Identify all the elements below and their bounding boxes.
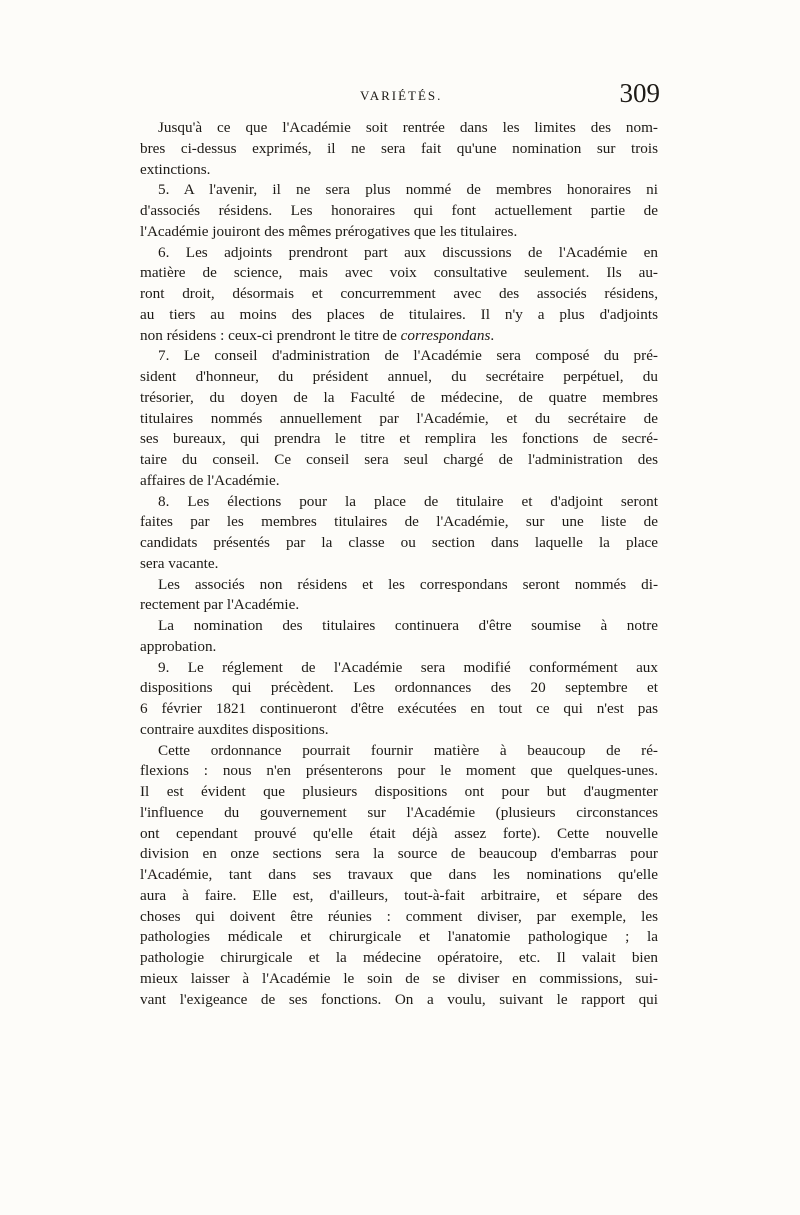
text-line: [140, 533, 658, 554]
text-line: [140, 409, 658, 430]
paragraph: [140, 616, 658, 658]
line-text: dispositions qui précèdent. Les ordonnances des 20 septembre et: [140, 679, 658, 697]
line-text: 9. Le réglement de l'Académie sera modifié conformément aux: [158, 658, 658, 676]
line-text: d'associés résidens. Les honoraires qui font actuellement partie de: [140, 202, 658, 219]
line-text: 8. Les élections pour la place de titulaire et d'adjoint seront: [158, 492, 658, 510]
line-text: contraire auxdites dispositions.: [140, 720, 329, 738]
text-line: [140, 658, 658, 679]
text-line: [140, 346, 658, 367]
paragraph: [140, 658, 658, 741]
text-line: [140, 284, 658, 305]
text-line: [140, 803, 658, 824]
italic-term: correspondans: [400, 326, 491, 344]
line-text: aura à faire. Elle est, d'ailleurs, tout-à-fait arbitraire, et sépare des: [140, 886, 658, 904]
line-text: vant l'exigeance de ses fonctions. On a voulu, suivant le rapport qui: [140, 990, 658, 1008]
text-line: [140, 637, 658, 658]
text-line: [140, 720, 658, 741]
text-line: [140, 990, 658, 1011]
line-text: rectement par l'Académie.: [140, 596, 300, 614]
line-text: trésorier, du doyen de la Faculté de médecine, de quatre membres: [140, 388, 658, 406]
text-line: [140, 948, 658, 969]
line-text: l'Académie jouiront des mêmes prérogatives que les titulaires.: [140, 222, 518, 240]
text-line: [140, 471, 658, 492]
text-line: [140, 326, 658, 347]
line-text: choses qui doivent être réunies : comment diviser, par exemple, les: [140, 907, 658, 925]
line-text: matière de science, mais avec voix consultative seulement. Ils au-: [140, 264, 658, 282]
text-line: [140, 678, 658, 699]
line-text: sera vacante.: [140, 554, 219, 572]
text-line: [140, 263, 658, 284]
line-text: affaires de l'Académie.: [140, 471, 280, 489]
text-line: [140, 450, 658, 471]
text-line: [140, 429, 658, 450]
text-line: [140, 595, 658, 616]
text-line: [140, 761, 658, 782]
text-line: [140, 180, 658, 201]
line-text: Cette ordonnance pourrait fournir matière à beaucoup de ré-: [158, 741, 658, 759]
line-text: ont cependant prouvé qu'elle était déjà assez forte). Cette nouvelle: [140, 824, 658, 842]
text-line: [140, 907, 658, 928]
line-text: 6 février 1821 continueront d'être exécutées en tout ce qui n'est pas: [140, 700, 658, 717]
text-line: [140, 160, 658, 181]
running-title: VARIÉTÉS.: [360, 88, 443, 103]
text-line: [140, 616, 658, 637]
running-head: [140, 78, 660, 112]
line-text: Il est évident que plusieurs dispositions ont pour but d'augmenter: [140, 783, 658, 800]
text-line: [140, 969, 658, 990]
text-line: [140, 782, 658, 803]
line-text: Les associés non résidens et les correspondans seront nommés di-: [158, 575, 658, 593]
text-line: [140, 844, 658, 865]
line-text: ses bureaux, qui prendra le titre et remplira les fonctions de secré-: [140, 430, 658, 448]
body-text: [140, 118, 658, 1010]
line-text: 7. Le conseil d'administration de l'Académie sera composé du pré-: [158, 347, 658, 365]
line-text: mieux laisser à l'Académie le soin de se diviser en commissions, sui-: [140, 969, 658, 987]
punctuation: .: [490, 326, 495, 344]
line-text: Jusqu'à ce que l'Académie soit rentrée dans les limites des nom-: [158, 119, 658, 136]
line-text: flexions : nous n'en présenterons pour le moment que quelques-unes.: [140, 762, 658, 780]
text-line: [140, 865, 658, 886]
text-line: [140, 201, 658, 222]
text-line: [140, 554, 658, 575]
paragraph: [140, 118, 658, 180]
paragraph: [140, 243, 658, 347]
text-line: [140, 699, 658, 720]
text-line: [140, 305, 658, 326]
text-line: [140, 927, 658, 948]
text-line: [140, 139, 658, 160]
text-line: [140, 741, 658, 762]
text-line: [140, 222, 658, 243]
text-line: [140, 388, 658, 409]
line-text: bres ci-dessus exprimés, il ne sera fait qu'une nomination sur trois: [140, 139, 658, 157]
line-text: division en onze sections sera la source de beaucoup d'embarras pour: [140, 845, 658, 863]
text-line: [140, 367, 658, 388]
line-text: pathologies médicale et chirurgicale et l'anatomie pathologique ; la: [140, 928, 658, 946]
line-text: La nomination des titulaires continuera d'être soumise à notre: [158, 617, 658, 634]
text-line: [140, 492, 658, 513]
paragraph: [140, 180, 658, 242]
line-text: extinctions.: [140, 160, 211, 178]
line-text: taire du conseil. Ce conseil sera seul chargé de l'administration des: [140, 451, 658, 468]
line-text: non résidens : ceux-ci prendront le titre de: [140, 326, 397, 344]
line-text: 6. Les adjoints prendront part aux discussions de l'Académie en: [158, 243, 658, 261]
line-text: au tiers au moins des places de titulaires. Il n'y a plus d'adjoints: [140, 305, 658, 323]
line-text: approbation.: [140, 637, 217, 655]
line-text: titulaires nommés annuellement par l'Académie, et du secrétaire de: [140, 409, 658, 427]
text-line: [140, 886, 658, 907]
text-line: [140, 243, 658, 264]
text-line: [140, 512, 658, 533]
line-text: l'influence du gouvernement sur l'Académie (plusieurs circonstances: [140, 803, 658, 821]
line-text: ront droit, désormais et concurremment avec des associés résidens,: [140, 285, 658, 302]
page-number: 309: [619, 78, 660, 108]
line-text: sident d'honneur, du président annuel, du secrétaire perpétuel, du: [140, 368, 658, 385]
line-text: pathologie chirurgicale et la médecine opératoire, etc. Il valait bien: [140, 949, 658, 966]
line-text: faites par les membres titulaires de l'Académie, sur une liste de: [140, 513, 658, 531]
line-text: 5. A l'avenir, il ne sera plus nommé de membres honoraires ni: [158, 181, 658, 199]
line-text: l'Académie, tant dans ses travaux que dans les nominations qu'elle: [140, 866, 658, 883]
paragraph: [140, 492, 658, 575]
text-line: [140, 118, 658, 139]
paragraph: [140, 346, 658, 491]
paragraph: [140, 575, 658, 617]
text-line: [140, 575, 658, 596]
paragraph: [140, 741, 658, 1011]
text-line: [140, 824, 658, 845]
line-text: candidats présentés par la classe ou section dans laquelle la place: [140, 534, 658, 551]
